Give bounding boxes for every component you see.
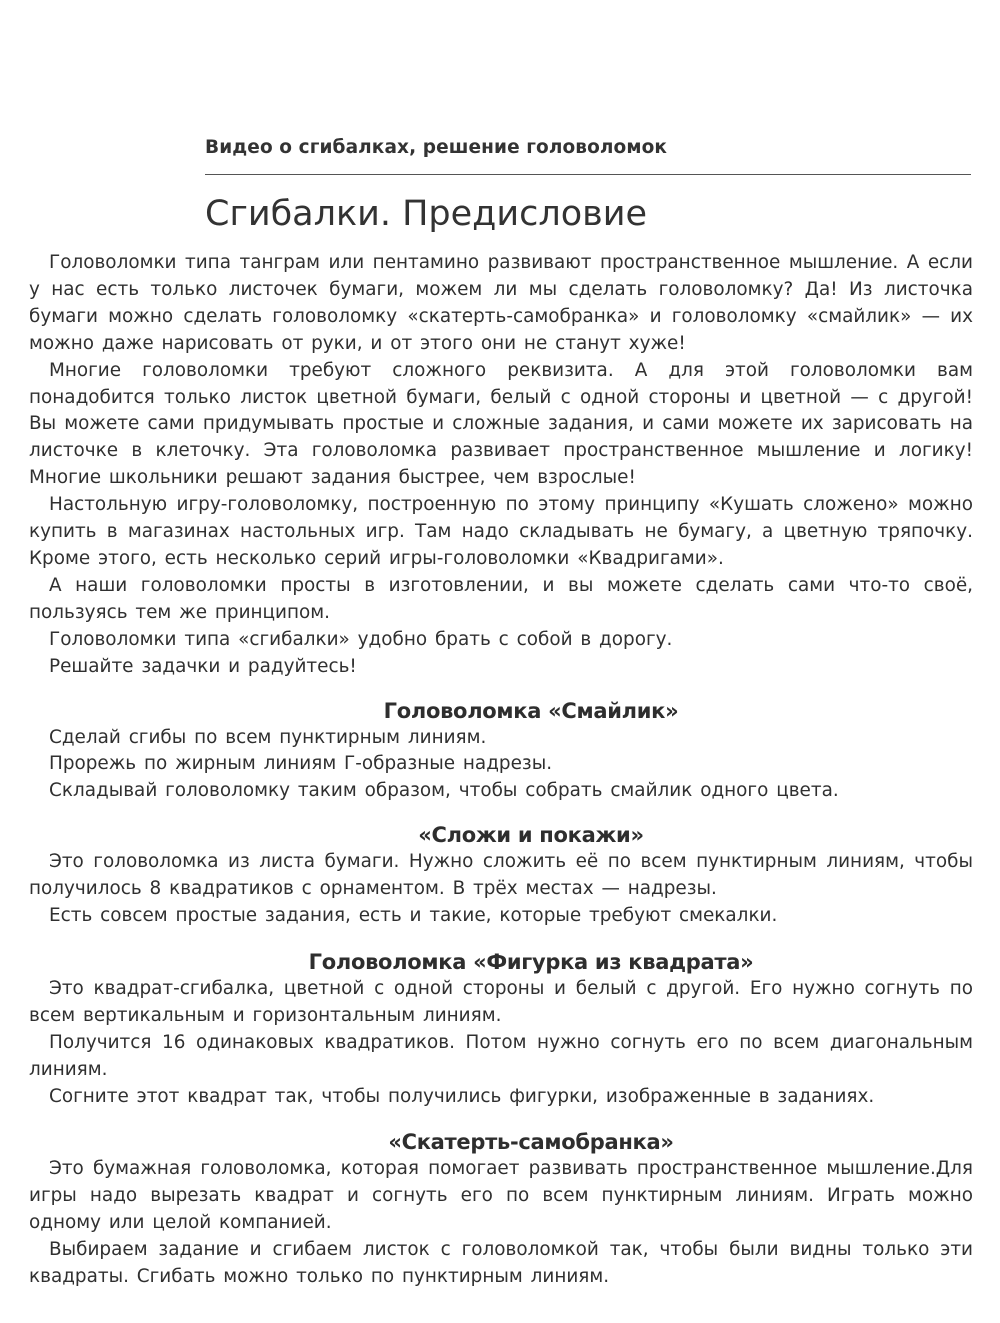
square-figure-paragraph-3: Согните этот квадрат так, чтобы получились фигурки, изображенные в заданиях.: [49, 1085, 875, 1107]
page-title: Сгибалки. Предисловие: [205, 194, 648, 234]
smiley-paragraph-2: Прорежь по жирным линиям Г-образные надрезы.: [49, 753, 553, 775]
fold-and-show-paragraph-1: Это головоломка из листа бумаги. Нужно сложить её по всем пунктирным линиям, чтобы получилось 8 квадратиков с орнаментом. В трёх местах — надрезы.: [29, 851, 973, 900]
fold-and-show-section: [29, 821, 973, 930]
header-title: Видео о сгибалках, решение головоломок: [205, 137, 668, 158]
tablecloth-paragraph-2: Выбираем задание и сгибаем листок с головоломкой так, чтобы были видны только эти квадраты. Сгибать можно только по пунктирным линиям.: [29, 1239, 973, 1288]
preface-paragraph-2: Многие головоломки требуют сложного реквизита. А для этой головоломки вам понадобится только листок цветной бумаги, белый с одной стороны и цветной — с другой! Вы можете сами придумывать простые и сложные задания, и сами можете их зарисовать на листочке в клеточку. Эта головоломка развивает пространственное мышление и логику! Многие школьники решают задания быстрее, чем взрослые!: [29, 359, 973, 489]
preface-paragraph-5: Головоломки типа «сгибалки» удобно брать с собой в дорогу.: [49, 628, 673, 650]
square-figure-section: [29, 948, 973, 1111]
tablecloth-section: [29, 1128, 973, 1291]
preface-paragraph-1: Головоломки типа танграм или пентамино развивают пространственное мышление. А если у нас есть только листочек бумаги, можем ли мы сделать головоломку? Да! Из листочка бумаги можно сделать головоломку «скатерть-самобранка» и головоломку «смайлик» — их можно даже нарисовать от руки, и от этого они не станут хуже!: [29, 252, 973, 354]
tablecloth-heading: «Скатерть-самобранка»: [388, 1130, 674, 1155]
square-figure-paragraph-1: Это квадрат-сгибалка, цветной с одной стороны и белый с другой. Его нужно согнуть по всем вертикальным и горизонтальным линиям.: [29, 977, 973, 1026]
running-header: [205, 136, 971, 175]
tablecloth-paragraph-1: Это бумажная головоломка, которая помогает развивать пространственное мышление.Для игры надо вырезать квадрат и согнуть его по всем пунктирным линиям. Играть можно одному или целой компанией.: [29, 1158, 973, 1234]
preface-paragraph-4: А наши головоломки просты в изготовлении, и вы можете сделать сами что-то своё, пользуясь тем же принципом.: [29, 574, 973, 623]
preface-paragraph-3: Настольную игру-головоломку, построенную по этому принципу «Кушать сложено» можно купить в магазинах настольных игр. Там надо складывать не бумагу, а цветную тряпочку. Кроме этого, есть несколько серий игры-головоломки «Квадригами».: [29, 494, 973, 569]
smiley-section: [29, 697, 973, 806]
smiley-paragraph-1: Сделай сгибы по всем пунктирным линиям.: [49, 726, 487, 748]
fold-and-show-heading: «Сложи и покажи»: [418, 823, 644, 848]
preface-paragraph-6: Решайте задачки и радуйтесь!: [49, 655, 357, 677]
square-figure-paragraph-2: Получится 16 одинаковых квадратиков. Потом нужно согнуть его по всем диагональным линиям.: [29, 1031, 973, 1080]
page-body: [29, 250, 973, 1291]
preface-section: [29, 250, 973, 681]
smiley-heading: Головоломка «Смайлик»: [383, 698, 679, 723]
header-divider: [205, 174, 971, 175]
square-figure-heading: Головоломка «Фигурка из квадрата»: [308, 949, 754, 974]
fold-and-show-paragraph-2: Есть совсем простые задания, есть и такие, которые требуют смекалки.: [49, 905, 778, 927]
smiley-paragraph-3: Складывай головоломку таким образом, чтобы собрать смайлик одного цвета.: [49, 780, 839, 802]
